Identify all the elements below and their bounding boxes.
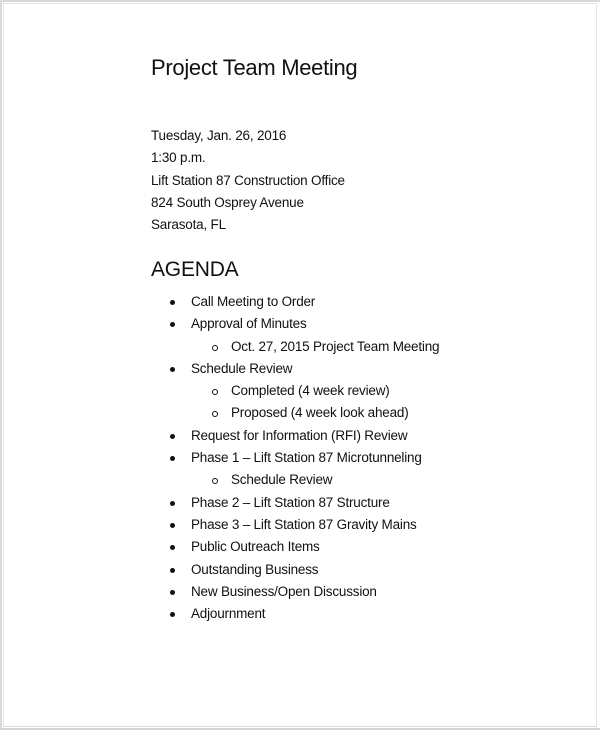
agenda-item: [0, 358, 600, 380]
agenda-item-text: Outstanding Business: [191, 561, 319, 577]
agenda-item: [0, 536, 600, 558]
agenda-item-text: New Business/Open Discussion: [191, 583, 377, 599]
agenda-subitem-text: Proposed (4 week look ahead): [231, 405, 409, 421]
agenda-item: [0, 425, 600, 447]
agenda-item: [0, 492, 600, 514]
bullet-icon: [170, 523, 175, 528]
agenda-subitem-text: Schedule Review: [231, 472, 333, 488]
agenda-item-text: Call Meeting to Order: [191, 294, 316, 309]
agenda-item: [0, 447, 600, 469]
agenda-item: [0, 291, 600, 313]
agenda-subitem: [0, 469, 600, 491]
agenda-subitem: [0, 402, 600, 424]
hollow-bullet-icon: [212, 411, 218, 417]
meeting-details: [151, 125, 345, 236]
agenda-item: [0, 603, 600, 625]
bullet-icon: [170, 367, 175, 372]
agenda-heading: AGENDA: [151, 258, 239, 281]
meeting-date: Tuesday, Jan. 26, 2016: [151, 128, 287, 143]
hollow-bullet-icon: [212, 345, 218, 351]
bullet-icon: [170, 612, 175, 617]
meeting-address: 824 South Osprey Avenue: [151, 194, 304, 210]
agenda-item-text: Phase 1 – Lift Station 87 Microtunneling: [191, 450, 422, 466]
bullet-icon: [170, 456, 175, 461]
hollow-bullet-icon: [212, 389, 218, 395]
agenda-item-text: Request for Information (RFI) Review: [191, 427, 408, 443]
agenda-item-text: Adjournment: [191, 606, 266, 622]
agenda-item: [0, 313, 600, 335]
meeting-location: Lift Station 87 Construction Office: [151, 172, 345, 188]
agenda-subitem: [0, 380, 600, 402]
agenda-list: [0, 291, 600, 625]
document-title: Project Team Meeting: [151, 55, 358, 80]
bullet-icon: [170, 434, 175, 439]
agenda-item: [0, 581, 600, 603]
page-frame-top: [0, 0, 600, 2]
meeting-time: 1:30 p.m.: [151, 150, 206, 166]
agenda-subitem: [0, 336, 600, 358]
bullet-icon: [170, 300, 175, 305]
hollow-bullet-icon: [212, 478, 218, 484]
agenda-item: [0, 514, 600, 536]
agenda-item-text: Approval of Minutes: [191, 316, 307, 332]
agenda-subitem-text: Oct. 27, 2015 Project Team Meeting: [231, 338, 440, 354]
meeting-city: Sarasota, FL: [151, 217, 226, 233]
bullet-icon: [170, 590, 175, 595]
bullet-icon: [170, 545, 175, 550]
bullet-icon: [170, 501, 175, 506]
bullet-icon: [170, 322, 175, 327]
agenda-item: [0, 559, 600, 581]
agenda-item-text: Phase 2 – Lift Station 87 Structure: [191, 494, 390, 510]
bullet-icon: [170, 568, 175, 573]
agenda-subitem-text: Completed (4 week review): [231, 383, 390, 399]
agenda-item-text: Schedule Review: [191, 360, 293, 376]
agenda-item-text: Phase 3 – Lift Station 87 Gravity Mains: [191, 516, 417, 532]
agenda-item-text: Public Outreach Items: [191, 539, 320, 555]
